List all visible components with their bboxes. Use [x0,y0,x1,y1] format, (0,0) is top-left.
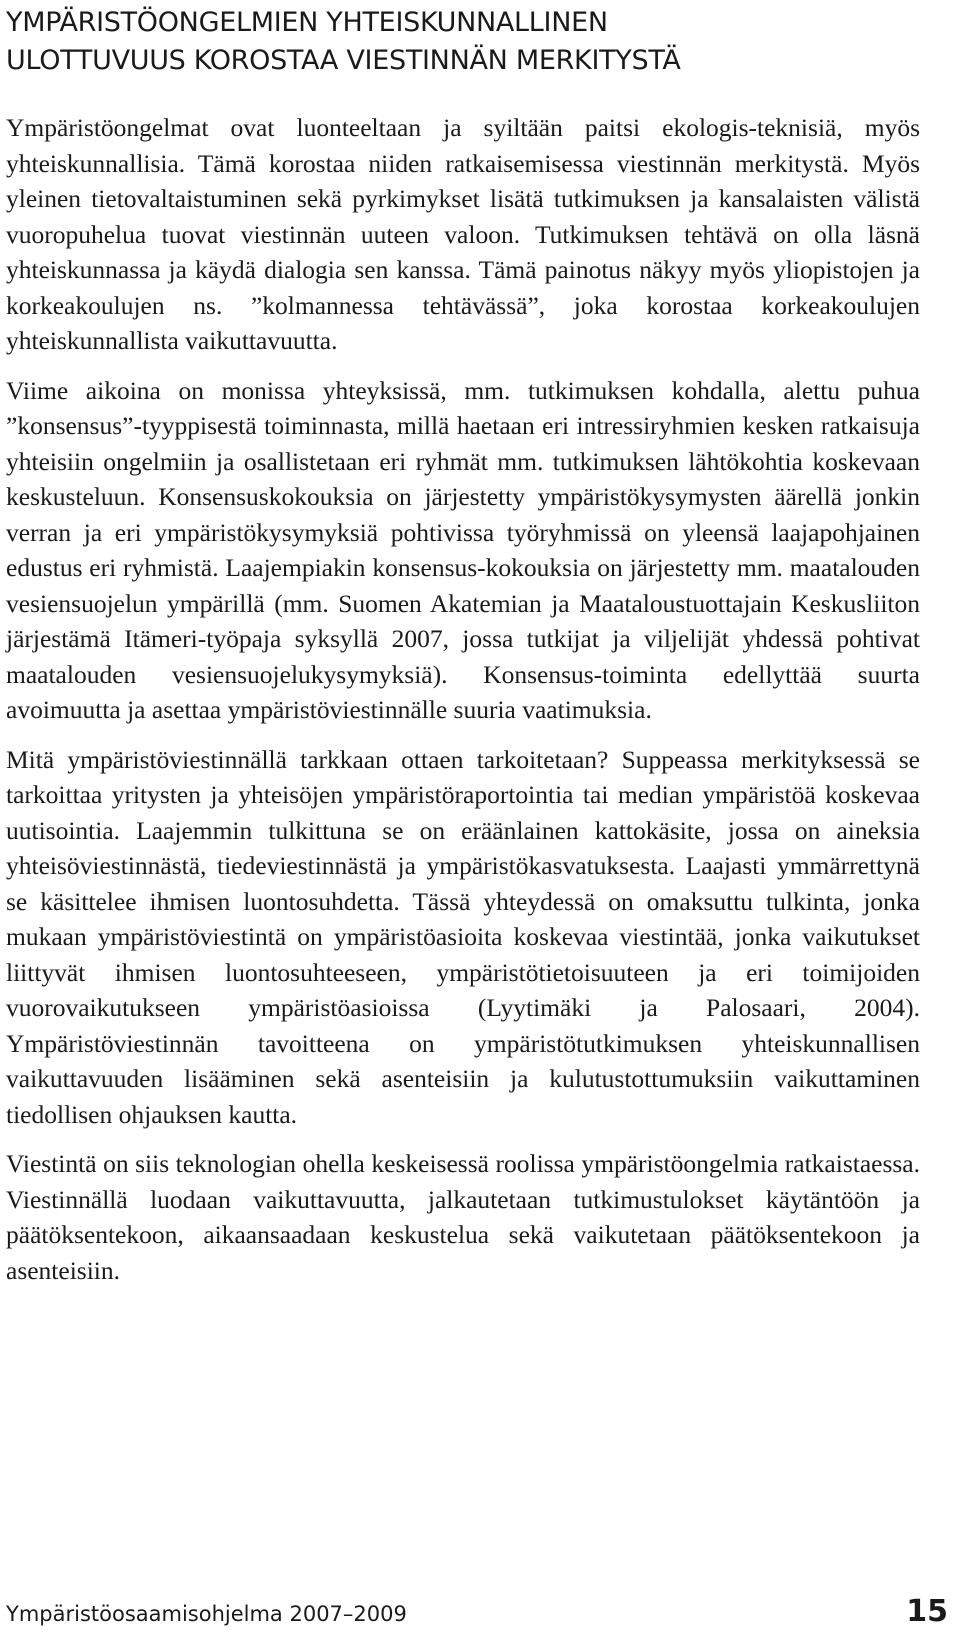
page-footer [6,1584,948,1629]
page-number: 15 [906,1594,948,1629]
section-heading-line-1: YMPÄRISTÖONGELMIEN YHTEISKUNNALLINEN [6,7,608,38]
section-heading [6,4,906,80]
section-heading-line-2: ULOTTUVUUS KOROSTAA VIESTINNÄN MERKITYSTÄ [6,45,681,76]
paragraph: Mitä ympäristöviestinnällä tarkkaan ottaen tarkoitetaan? Suppeassa merkityksessä se tarkoittaa yritysten ja yhteisöjen ympäristöraportointia tai median ympäristöä koskevaa uutisointia. Laajemmin tulkittuna se on eräänlainen kattokäsite, jossa on aineksia yhteisöviestinnästä, tiedeviestinnästä ja ympäristökasvatuksesta. Laajasti ymmärrettynä se käsittelee ihmisen luontosuhdetta. Tässä yhteydessä on omaksuttu tulkinta, jonka mukaan ympäristöviestintä on ympäristöasioita koskevaa viestintää, jonka vaikutukset liittyvät ihmisen luontosuhteeseen, ympäristötietoisuuteen ja eri toimijoiden vuorovaikutukseen ympäristöasioissa (Lyytimäki ja Palosaari, 2004). Ympäristöviestinnän tavoitteena on ympäristötutkimuksen yhteiskunnallisen vaikuttavuuden lisääminen sekä asenteisiin ja kulutustottumuksiin vaikuttaminen tiedollisen ohjauksen kautta. [6,744,920,1129]
footer-publication-title: Ympäristöosaamisohjelma 2007–2009 [6,1602,407,1626]
paragraph: Viestintä on siis teknologian ohella keskeisessä roolissa ympäristöongelmia ratkaistaessa. Viestinnällä luodaan vaikuttavuutta, jalkautetaan tutkimustulokset käytäntöön ja päätöksentekoon, aikaansaadaan keskustelua sekä vaikutetaan päätöksentekoon ja asenteisiin. [6,1149,920,1285]
body-text [6,110,920,1302]
paragraph: Viime aikoina on monissa yhteyksissä, mm. tutkimuksen kohdalla, alettu puhua ”konsensus”-tyyppisestä toiminnasta, millä haetaan eri intressiryhmien kesken ratkaisuja yhteisiin ongelmiin ja osallistetaan eri ryhmät mm. tutkimuksen lähtökohtia koskevaan keskusteluun. Konsensuskokouksia on järjestetty ympäristökysymysten äärellä jonkin verran ja eri ympäristökysymyksiä pohtivissa työryhmissä on yleensä laajapohjainen edustus eri ryhmistä. Laajempiakin konsensus-kokouksia on järjestetty mm. maatalouden vesiensuojelun ympärillä (mm. Suomen Akatemian ja Maataloustuottajain Keskusliiton järjestämä Itämeri-työpaja syksyllä 2007, jossa tutkijat ja viljelijät yhdessä pohtivat maatalouden vesiensuojelukysymyksiä). Konsensus-toiminta edellyttää suurta avoimuutta ja asettaa ympäristöviestinnälle suuria vaatimuksia. [6,375,920,724]
paragraph: Ympäristöongelmat ovat luonteeltaan ja syiltään paitsi ekologis-teknisiä, myös yhteiskunnallisia. Tämä korostaa niiden ratkaisemisessa viestinnän merkitystä. Myös yleinen tietovaltaistuminen sekä pyrkimykset lisätä tutkimuksen ja kansalaisten välistä vuoropuhelua tuovat viestinnän uuteen valoon. Tutkimuksen tehtävä on olla läsnä yhteiskunnassa ja käydä dialogia sen kanssa. Tämä painotus näkyy myös yliopistojen ja korkeakoulujen ns. ”kolmannessa tehtävässä”, joka korostaa korkeakoulujen yhteiskunnallista vaikuttavuutta. [6,113,920,355]
